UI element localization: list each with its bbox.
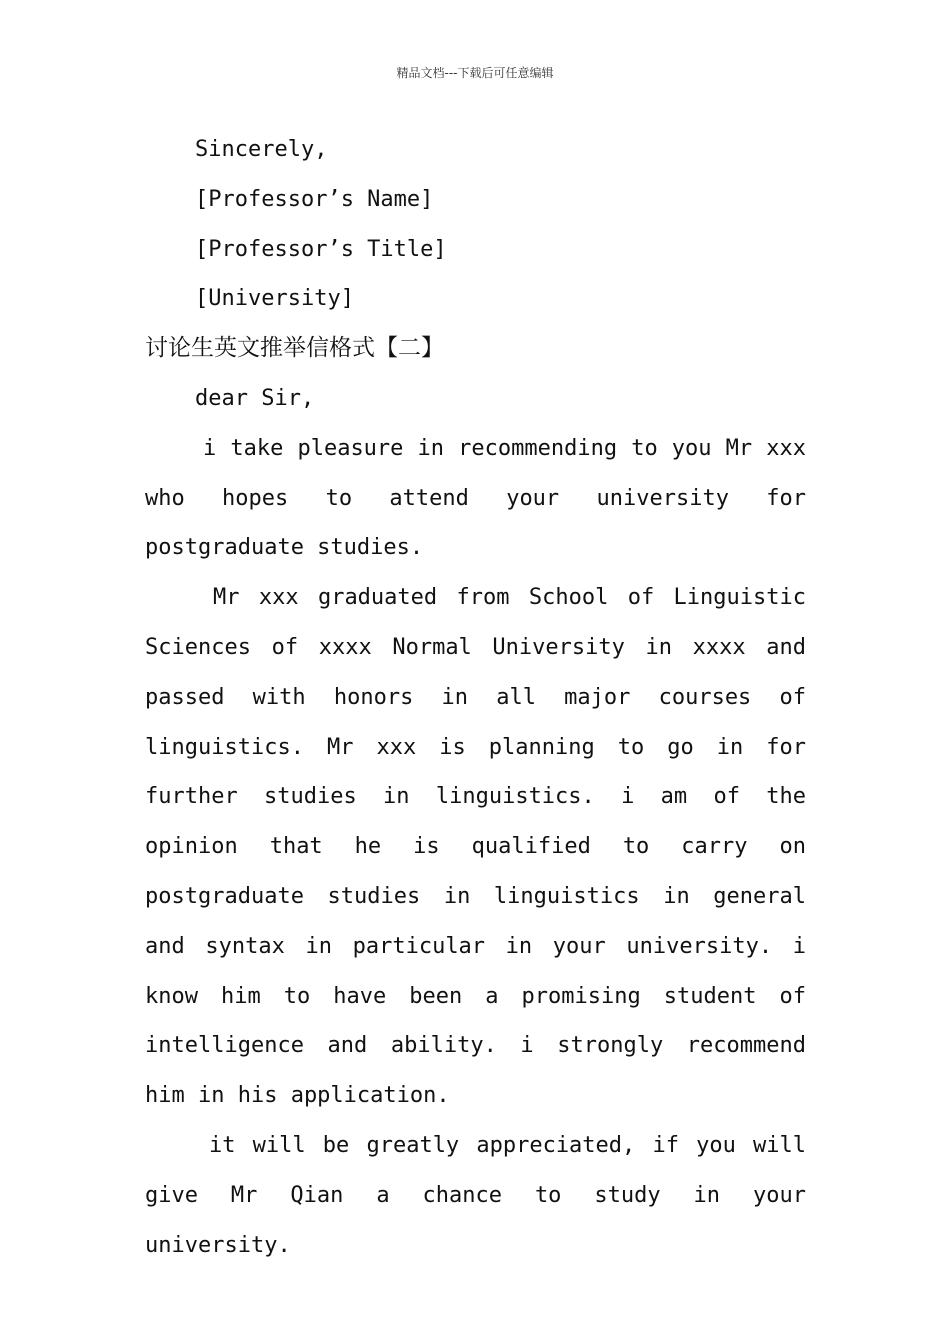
closing-professor-name: [Professor’s Name] bbox=[195, 186, 434, 212]
section-heading: 讨论生英文推举信格式【二】 bbox=[145, 335, 444, 362]
document-body bbox=[145, 125, 806, 1270]
page-header: 精品文档---下载后可任意编辑 bbox=[396, 66, 554, 80]
paragraph-closing: it will be greatly appreciated, if you will give Mr Qian a chance to study in your university. bbox=[145, 1132, 806, 1258]
closing-university: [University] bbox=[195, 286, 354, 312]
closing-professor-title: [Professor’s Title] bbox=[195, 236, 447, 262]
paragraph-qualifications: Mr xxx graduated from School of Linguistic Sciences of xxxx Normal University in xxxx and passed with honors in all major courses of linguistics. Mr xxx is planning to go in for further studies in linguistics. i am of the opinion that he is qualified to carry on postgraduate studies in linguistics in general and syntax in particular in your university. i know him to have been a promising student of intelligence and ability. i strongly recommend him in his application. bbox=[145, 585, 806, 1109]
paragraph-intro: i take pleasure in recommending to you Mr xxx who hopes to attend your university for postgraduate studies. bbox=[145, 435, 806, 561]
salutation: dear Sir, bbox=[195, 385, 315, 411]
closing-sincerely: Sincerely, bbox=[195, 137, 328, 162]
